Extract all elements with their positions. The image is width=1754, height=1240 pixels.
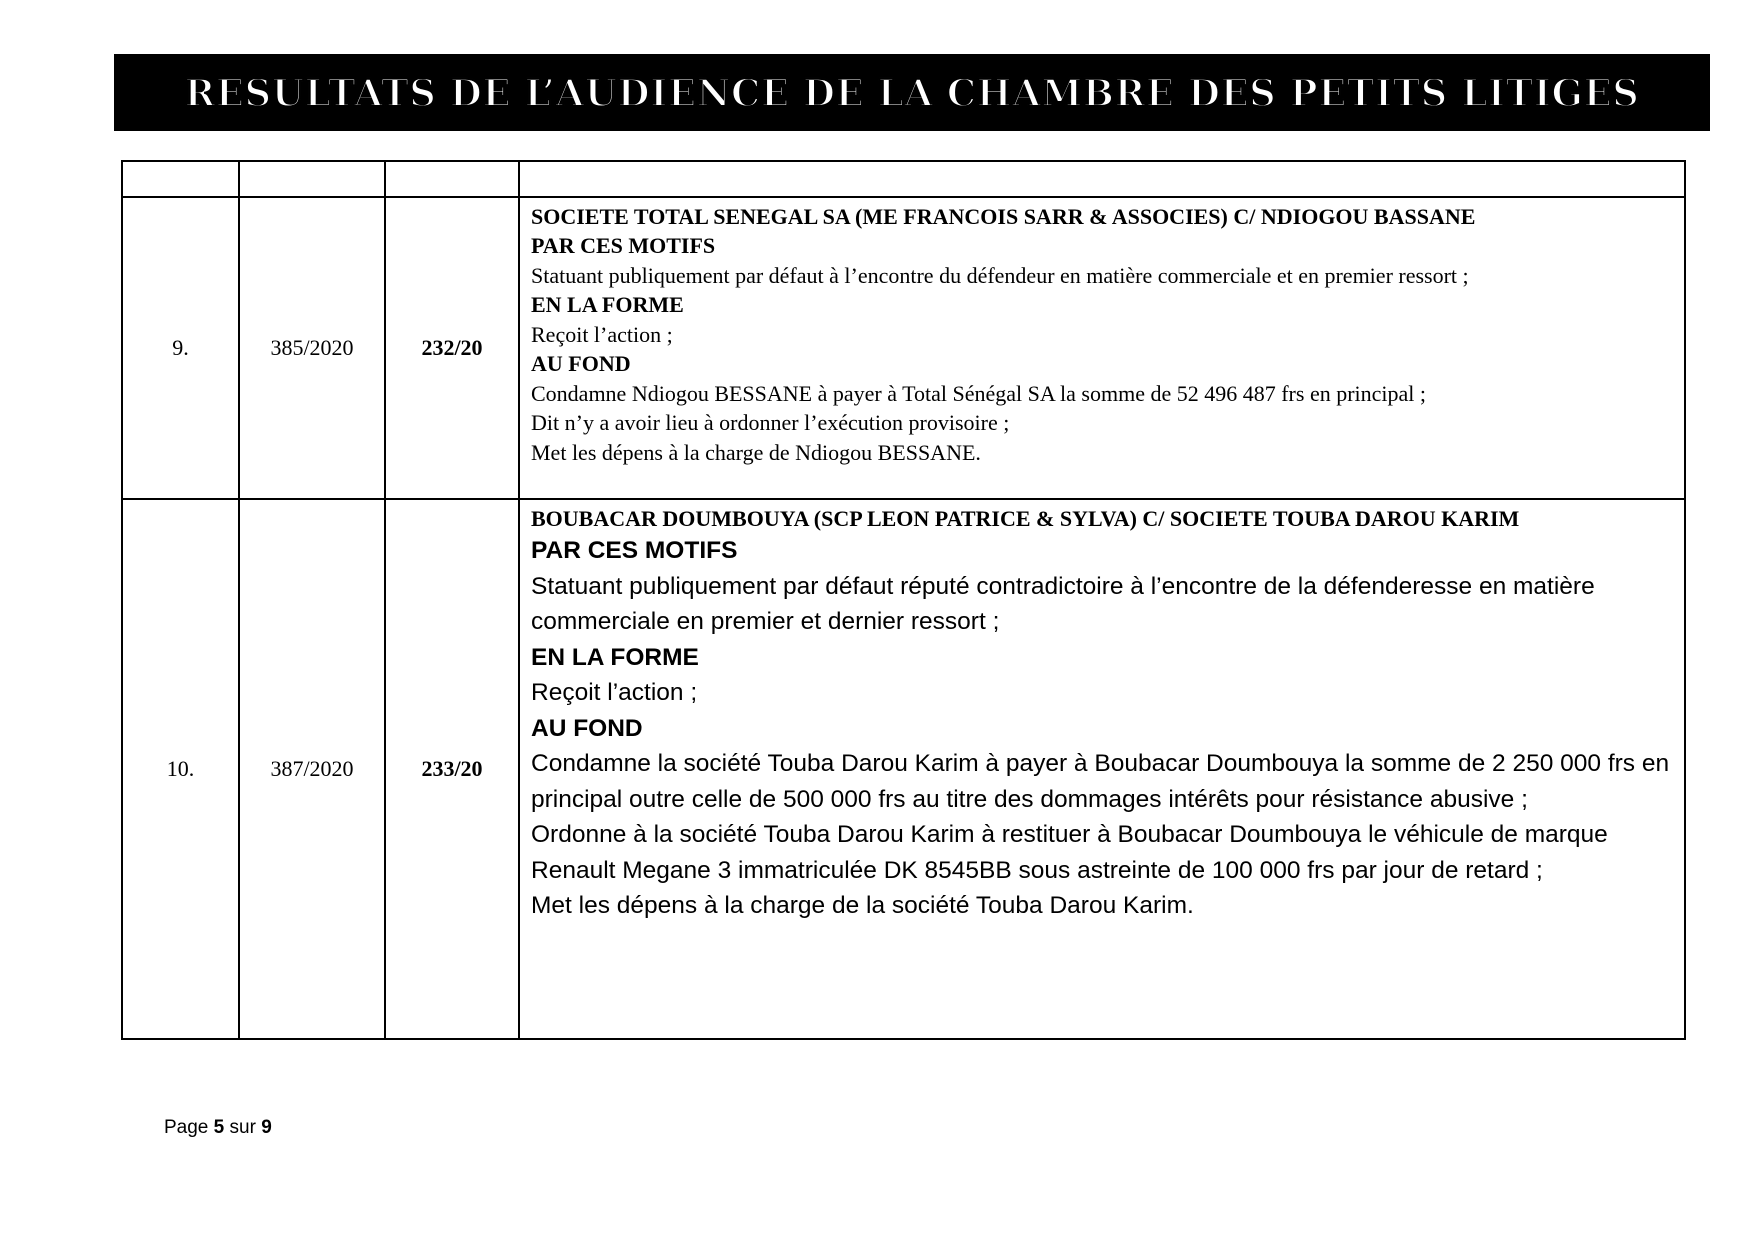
page-of-label: sur (229, 1117, 256, 1138)
jugement-number: 233/20 (385, 499, 519, 1039)
table-row (122, 197, 1685, 499)
page-current: 5 (213, 1117, 225, 1138)
results-table (121, 160, 1686, 1040)
forme-text: Reçoit l’action ; (531, 679, 698, 706)
motifs-text: Statuant publiquement par défaut à l’encontre du défendeur en matière commerciale et en premier ressort ; (531, 262, 1469, 288)
fond-line: Condamne la société Touba Darou Karim à payer à Boubacar Doumbouya la somme de 2 250 000 frs en principal outre celle de 500 000 frs au titre des dommages intérêts pour résistance abusive ; (531, 750, 1670, 813)
forme-heading: EN LA FORME (531, 292, 684, 317)
forme-text: Reçoit l’action ; (531, 321, 673, 347)
page-total: 9 (261, 1117, 272, 1138)
header-cell-number (122, 161, 239, 197)
rg-number: 385/2020 (239, 197, 385, 499)
header-cell-rg (239, 161, 385, 197)
case-number: 10. (122, 499, 239, 1039)
motifs-text: Statuant publiquement par défaut réputé contradictoire à l’encontre de la défenderesse en matière commerciale en premier et dernier ressort ; (531, 572, 1595, 635)
page-footer (164, 1117, 272, 1139)
decision-text (531, 533, 1676, 924)
fond-line: Condamne Ndiogou BESSANE à payer à Total Sénégal SA la somme de 52 496 487 frs en principal ; (531, 380, 1427, 406)
decision-text (531, 231, 1676, 467)
title-banner (114, 54, 1710, 131)
fond-line: Met les dépens à la charge de la société Touba Darou Karim. (531, 892, 1194, 919)
forme-heading: EN LA FORME (531, 643, 699, 671)
motifs-heading: PAR CES MOTIFS (531, 537, 738, 564)
fond-heading: AU FOND (531, 714, 643, 742)
header-cell-jugement (385, 161, 519, 197)
page-title: RESULTATS DE L’AUDIENCE DE LA CHAMBRE DES PETITS LITIGES (184, 70, 1640, 115)
table-row (122, 499, 1685, 1039)
fond-line: Met les dépens à la charge de Ndiogou BESSANE. (531, 439, 981, 465)
rg-number: 387/2020 (239, 499, 385, 1039)
fond-heading: AU FOND (531, 351, 631, 376)
decision-cell (519, 499, 1685, 1039)
case-parties: BOUBACAR DOUMBOUYA (SCP LEON PATRICE & SYLVA) C/ SOCIETE TOUBA DAROU KARIM (531, 506, 1520, 531)
header-cell-decision (519, 161, 1685, 197)
case-number: 9. (122, 197, 239, 499)
decision-cell (519, 197, 1685, 499)
fond-line: Dit n’y a avoir lieu à ordonner l’exécution provisoire ; (531, 410, 1010, 435)
fond-line: Ordonne à la société Touba Darou Karim à restituer à Boubacar Doumbouya le véhicule de marque Renault Megane 3 immatriculée DK 8545BB sous astreinte de 100 000 frs par jour de retard ; (531, 821, 1608, 884)
motifs-heading: PAR CES MOTIFS (531, 233, 716, 258)
case-parties: SOCIETE TOTAL SENEGAL SA (ME FRANCOIS SARR & ASSOCIES) C/ NDIOGOU BASSANE (531, 204, 1476, 229)
jugement-number: 232/20 (385, 197, 519, 499)
page-label: Page (164, 1117, 209, 1138)
table-header-row (122, 161, 1685, 197)
